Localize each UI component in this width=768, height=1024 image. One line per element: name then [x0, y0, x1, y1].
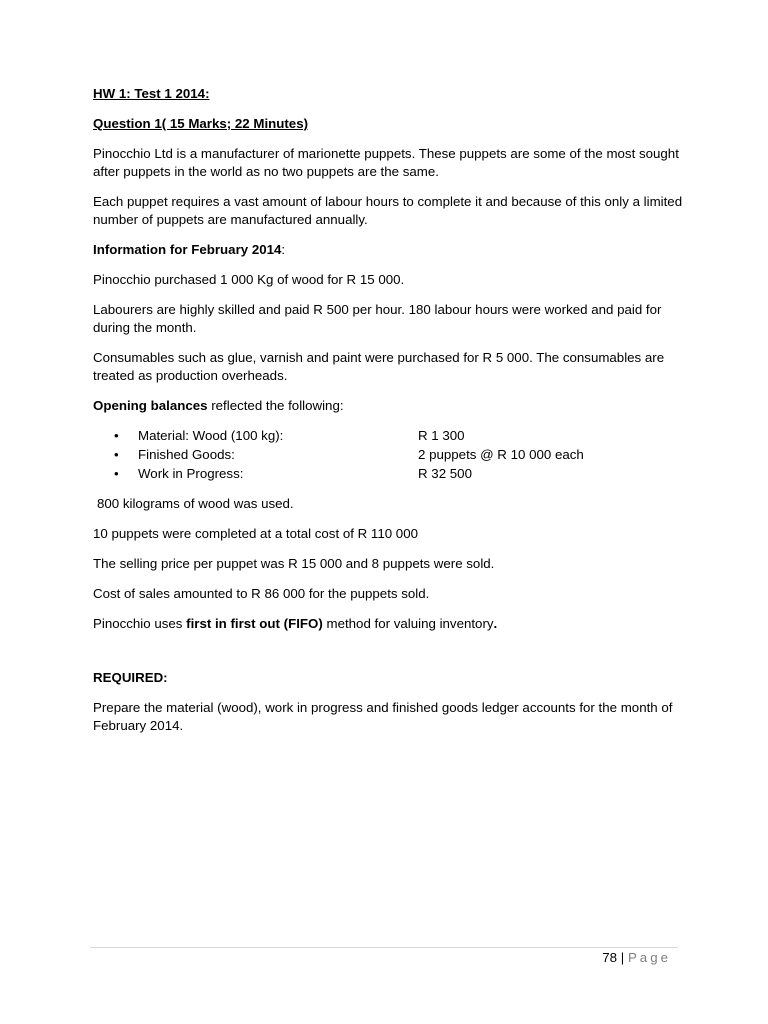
bullet-icon: •: [114, 428, 119, 443]
cost-of-sales-paragraph: Cost of sales amounted to R 86 000 for the puppets sold.: [93, 586, 430, 601]
balance-value: R 32 500: [418, 466, 472, 481]
page-number: 78: [602, 950, 618, 965]
balance-label: Finished Goods:: [138, 447, 235, 462]
required-heading: REQUIRED:: [93, 670, 168, 685]
balance-label: Material: Wood (100 kg):: [138, 428, 284, 443]
completed-paragraph: 10 puppets were completed at a total cost of R 110 000: [93, 526, 418, 541]
list-item: [93, 465, 683, 484]
list-item: [93, 427, 683, 446]
spacer: [93, 645, 683, 669]
required-paragraph: Prepare the material (wood), work in progress and finished goods ledger accounts for the month of February 2014.: [93, 700, 673, 733]
opening-balances-heading: Opening balances reflected the following:: [93, 398, 344, 413]
labourers-paragraph: Labourers are highly skilled and paid R 500 per hour. 180 labour hours were worked and paid for during the month.: [93, 302, 662, 335]
balance-label: Work in Progress:: [138, 466, 244, 481]
page-word: Page: [627, 950, 671, 965]
balance-value: 2 puppets @ R 10 000 each: [418, 447, 584, 462]
selling-paragraph: The selling price per puppet was R 15 000 and 8 puppets were sold.: [93, 556, 495, 571]
bullet-icon: •: [114, 466, 119, 481]
wood-used-paragraph: 800 kilograms of wood was used.: [97, 496, 294, 511]
consumables-paragraph: Consumables such as glue, varnish and paint were purchased for R 5 000. The consumables are treated as production overheads.: [93, 350, 665, 383]
opening-balances-list: [93, 427, 683, 484]
question-title: Question 1( 15 Marks; 22 Minutes): [93, 116, 309, 131]
list-item: [93, 446, 683, 465]
document-body: [93, 85, 683, 747]
hw-title: HW 1: Test 1 2014:: [93, 86, 210, 101]
intro-paragraph: Pinocchio Ltd is a manufacturer of marionette puppets. These puppets are some of the most sought after puppets in the world as no two puppets are the same.: [93, 146, 679, 179]
page-footer: [602, 950, 671, 966]
wood-purchase-paragraph: Pinocchio purchased 1 000 Kg of wood for R 15 000.: [93, 272, 405, 287]
info-heading: Information for February 2014:: [93, 242, 286, 257]
fifo-paragraph: Pinocchio uses first in first out (FIFO) method for valuing inventory.: [93, 616, 498, 631]
footer-divider: [90, 947, 678, 948]
labour-intro-paragraph: Each puppet requires a vast amount of labour hours to complete it and because of this only a limited number of puppets are manufactured annually.: [93, 194, 683, 227]
footer-separator: |: [620, 950, 625, 965]
bullet-icon: •: [114, 447, 119, 462]
balance-value: R 1 300: [418, 428, 465, 443]
